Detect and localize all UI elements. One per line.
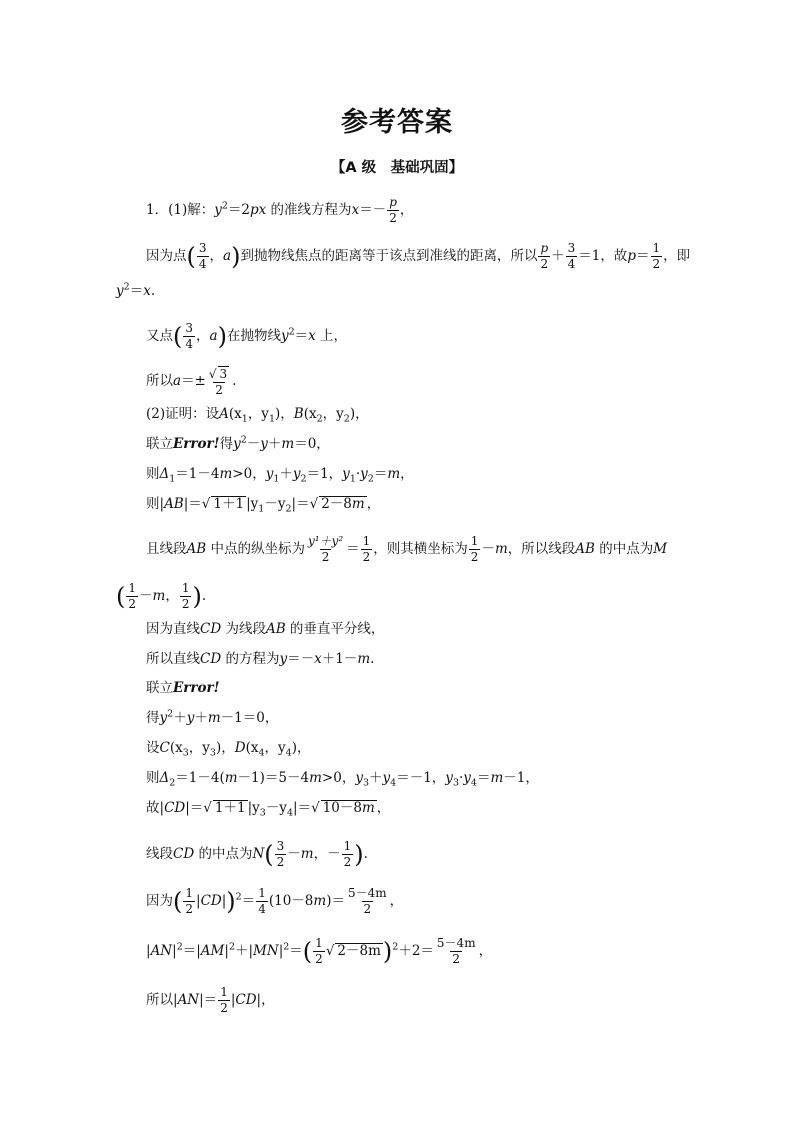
text: ＋1－ — [321, 651, 358, 667]
text: 的中点为 — [594, 541, 654, 557]
line-16 — [146, 740, 311, 759]
text: >0， — [232, 466, 266, 482]
text: 得 — [146, 710, 160, 726]
line-8 — [146, 466, 414, 485]
text: · — [458, 770, 464, 786]
line-18: 故|CD|＝√ 1＋1 $|y_3-y_4|=√$ 10－8m ， — [146, 800, 391, 819]
text: | — [221, 893, 227, 909]
fraction: $\frac{3}{4}$ — [185, 321, 194, 351]
text: ＝ — [373, 466, 388, 482]
text: (x — [303, 406, 317, 422]
text: )， — [349, 406, 369, 422]
text: >0， — [321, 770, 356, 786]
line-12 — [146, 621, 384, 637]
text: m — [152, 588, 166, 604]
text: ＋ — [279, 466, 293, 482]
fraction: $\frac{1}{2}$ — [315, 936, 323, 966]
text: D — [234, 740, 246, 756]
text: ，y — [247, 406, 269, 422]
text: ＝1－4 — [175, 466, 220, 482]
text: | — [224, 943, 229, 959]
text: 则| — [146, 496, 165, 512]
text: 2 — [176, 941, 183, 953]
text: AN — [150, 943, 173, 959]
text: (x — [228, 406, 242, 422]
text: |＝ — [291, 496, 310, 512]
line-4 — [146, 322, 347, 351]
text: x — [143, 283, 151, 299]
text: B — [293, 406, 304, 422]
text: 2 — [221, 200, 228, 212]
text: 1 — [169, 473, 176, 485]
fraction: $\frac{1}{2}$ — [362, 534, 371, 564]
text: ＝ — [346, 541, 360, 557]
line-21: $|AN|^2=|AM|^2+|MN|^2=$( $\frac{1}{2}$ √ 2－8m)$^2$＋2＝ $\frac{5-4m}{2}$ ， — [146, 936, 493, 966]
fraction: $\frac{√ 3}{2}$ — [208, 367, 228, 397]
text: 2 — [392, 941, 399, 953]
paren: ( — [264, 840, 274, 869]
text: 在抛物线 — [226, 328, 281, 344]
text: |y — [246, 496, 259, 512]
text: m — [224, 770, 238, 786]
text: |＝ — [185, 800, 204, 816]
text: y — [260, 436, 268, 452]
text: 的方程为 — [221, 651, 280, 667]
text: 上， — [315, 328, 348, 344]
text: y — [265, 466, 274, 482]
text: y — [116, 283, 124, 299]
text: 2 — [288, 326, 295, 338]
text: y — [355, 770, 363, 786]
text: (x — [169, 740, 183, 756]
text: 得 — [219, 436, 234, 452]
text: ＝ — [241, 893, 256, 909]
text: ＝2 — [227, 202, 250, 218]
fraction: $\frac{1}{2}$ — [185, 886, 194, 916]
line-13 — [146, 651, 374, 667]
text: －y — [264, 496, 286, 512]
text: 设 — [146, 740, 160, 756]
fraction: $\frac{1}{4}$ — [258, 886, 266, 916]
text: . — [232, 373, 237, 389]
text: ＝－ — [359, 202, 387, 218]
fraction: $\frac{1}{2}$ — [181, 581, 190, 611]
text: － — [287, 846, 301, 862]
text: 2 — [300, 473, 307, 485]
fraction: $\frac{1}{2}$ — [652, 241, 661, 271]
text: | — [278, 943, 284, 959]
text: 2 — [367, 473, 374, 485]
text: ，－ — [313, 846, 341, 862]
text: ＋| — [234, 943, 254, 959]
text: CD — [200, 651, 222, 667]
paren: ( — [302, 937, 313, 966]
fraction: $\frac{p}{2}$ — [389, 195, 397, 225]
text: ＝0， — [294, 436, 330, 452]
text: a — [209, 328, 218, 344]
text: ＝ — [476, 770, 491, 786]
text: 4 — [470, 777, 477, 789]
text: 1．(1)解： — [146, 202, 215, 218]
text: A — [219, 406, 229, 422]
text: )， — [291, 740, 311, 756]
paren: ( — [173, 322, 183, 351]
text: 所以直线 — [146, 651, 200, 667]
text: |＝ — [183, 496, 202, 512]
text: y — [445, 770, 453, 786]
line-5 — [146, 366, 236, 397]
paren: ) — [226, 887, 236, 916]
sqrt: 1＋1 — [213, 496, 245, 512]
text: 3 — [259, 807, 266, 819]
text: －1)＝5－4 — [237, 770, 310, 786]
text: 2 — [316, 413, 323, 425]
text: x — [351, 202, 360, 218]
text: ＋ — [551, 248, 565, 264]
text: 到抛物线焦点的距离等于该点到准线的距离，所以 — [240, 248, 538, 264]
text: CD — [200, 621, 222, 637]
text: ＋ — [194, 710, 208, 726]
text: AB — [186, 541, 207, 557]
text: ，y — [264, 740, 286, 756]
paren: ( — [186, 242, 196, 271]
text: ＝1， — [306, 466, 343, 482]
text: )， — [215, 740, 235, 756]
line-17 — [146, 770, 539, 789]
text: | — [196, 893, 201, 909]
text: 2 — [123, 281, 130, 293]
paren: ) — [217, 322, 227, 351]
text: x — [314, 651, 322, 667]
text: 所以 — [146, 373, 173, 389]
text: ， — [196, 328, 210, 344]
text: |＝ — [199, 992, 218, 1008]
fraction: $\frac{1}{2}$ — [343, 839, 352, 869]
text: 因为直线 — [146, 621, 200, 637]
text: m — [313, 893, 327, 909]
text: ＋ — [369, 770, 383, 786]
text: CD — [164, 800, 186, 816]
text: |＝ — [293, 800, 312, 816]
sqrt: 1＋1 — [214, 800, 246, 816]
fraction: $\frac{1}{2}$ — [470, 534, 479, 564]
text: 因为点 — [146, 248, 187, 264]
paren: ) — [354, 840, 364, 869]
line-15 — [146, 710, 278, 726]
text: ， — [389, 893, 404, 909]
text: 为线段 — [221, 621, 266, 637]
text: y — [279, 651, 288, 667]
text: px — [250, 202, 267, 218]
text: C — [159, 740, 170, 756]
line-1 — [146, 196, 413, 225]
text: (10－8 — [268, 893, 314, 909]
text: AB — [575, 541, 595, 557]
text: m — [357, 651, 371, 667]
line-6 — [146, 406, 369, 425]
text: m — [494, 541, 508, 557]
text: Δ — [159, 466, 170, 482]
text: | — [146, 943, 151, 959]
text: 3 — [362, 777, 370, 789]
text: 2 — [285, 503, 292, 515]
fraction: $\frac{5-4m}{2}$ — [436, 936, 476, 966]
text: 1 — [273, 473, 280, 485]
text: AB — [164, 496, 184, 512]
text: ＝ — [289, 943, 303, 959]
text: ＝ — [129, 283, 144, 299]
fraction: $\frac{\text{y¹＋y²}}{2}$ — [307, 534, 344, 564]
text: 联立 — [146, 680, 173, 696]
text: |， — [256, 992, 275, 1008]
text: 4 — [258, 747, 265, 759]
text: ， — [376, 800, 391, 816]
text: ＝－ — [287, 651, 315, 667]
error-text: Error! — [173, 680, 220, 696]
text: )＝ — [326, 893, 345, 909]
text: AB — [265, 621, 286, 637]
text: | — [230, 992, 236, 1008]
line-20 — [146, 887, 403, 916]
text: 则 — [146, 770, 160, 786]
text: y — [360, 466, 368, 482]
text: 1 — [241, 413, 248, 425]
page-title: 参考答案 — [341, 107, 453, 138]
text: 的垂直平分线， — [285, 621, 385, 637]
text: a — [223, 248, 232, 264]
text: 又点 — [146, 328, 173, 344]
text: ＝± — [181, 373, 206, 389]
text: 且线段 — [146, 541, 187, 557]
text: 线段 — [146, 846, 173, 862]
text: N — [252, 846, 265, 862]
line-11 — [116, 582, 206, 611]
text: 4 — [286, 807, 293, 819]
text: AM — [200, 943, 225, 959]
text: 2 — [169, 777, 176, 789]
text: 中点的纵坐标为 — [206, 541, 305, 557]
text: Δ — [159, 770, 170, 786]
text: 1 — [258, 503, 265, 515]
text: 1 — [268, 413, 275, 425]
text: MN — [253, 943, 279, 959]
section-heading: 【A 级 基础巩固】 — [330, 160, 464, 176]
text: x — [308, 328, 316, 344]
sqrt: 10－8m — [322, 800, 375, 816]
text: )， — [275, 406, 294, 422]
text: ， — [366, 496, 381, 512]
text: 2 — [283, 941, 290, 953]
text: 2 — [240, 434, 247, 446]
line-7 — [146, 436, 330, 452]
text: ， — [400, 466, 414, 482]
text: . — [201, 588, 207, 604]
text: m — [207, 710, 221, 726]
text: ＝1，故 — [578, 248, 628, 264]
paren: ) — [231, 242, 241, 271]
text: ＝ — [294, 328, 309, 344]
text: p — [627, 248, 637, 264]
text: 联立 — [146, 436, 173, 452]
text: ＋ — [173, 710, 187, 726]
line-10 — [146, 535, 667, 564]
text: y — [292, 466, 301, 482]
text: y — [233, 436, 241, 452]
text: CD — [200, 893, 222, 909]
text: ， — [165, 588, 179, 604]
error-text: Error! — [173, 436, 220, 452]
text: a — [173, 373, 182, 389]
text: 4 — [390, 777, 397, 789]
text: 所以| — [146, 992, 178, 1008]
text: 2 — [167, 708, 174, 720]
text: 3 — [182, 747, 189, 759]
text: ， — [399, 202, 414, 218]
text: －y — [265, 800, 287, 816]
text: ，所以线段 — [507, 541, 576, 557]
text: 则 — [146, 466, 160, 482]
text: 2 — [228, 941, 235, 953]
fraction: $\frac{3}{4}$ — [567, 241, 576, 271]
text: － — [246, 436, 261, 452]
text: CD — [235, 992, 257, 1008]
text: 3 — [452, 777, 459, 789]
text: m — [490, 770, 504, 786]
text: 3 — [209, 747, 216, 759]
text: －1， — [503, 770, 539, 786]
text: ， — [209, 248, 224, 264]
paren: ( — [173, 887, 183, 916]
paren: ( — [116, 582, 126, 611]
text: 2 — [235, 891, 242, 903]
text: ，y — [188, 740, 210, 756]
text: m — [309, 770, 322, 786]
text: ，y — [322, 406, 344, 422]
sqrt: 2－8m — [337, 943, 381, 959]
text: y — [159, 710, 168, 726]
text: 2 — [343, 413, 350, 425]
text: － — [139, 588, 153, 604]
text: y — [186, 710, 195, 726]
fraction: $\frac{3}{4}$ — [198, 241, 207, 271]
text: ＝| — [182, 943, 201, 959]
text: AN — [177, 992, 200, 1008]
fraction: $\frac{1}{2}$ — [128, 581, 137, 611]
text: . — [370, 651, 375, 667]
text: m — [281, 436, 295, 452]
text: y — [342, 466, 350, 482]
text: －1＝0， — [220, 710, 279, 726]
text: ，则其横坐标为 — [373, 541, 468, 557]
text: 1 — [349, 473, 356, 485]
line-3 — [116, 283, 155, 299]
sqrt: 2－8m — [321, 496, 365, 512]
text: 的准线方程为 — [266, 202, 352, 218]
text: ＋ — [267, 436, 282, 452]
text: (x — [245, 740, 259, 756]
text: ＝ — [636, 248, 650, 264]
line-19 — [146, 840, 368, 869]
text: ，即 — [663, 248, 691, 264]
text: . — [363, 846, 368, 862]
text: CD — [173, 846, 195, 862]
text: . — [150, 283, 156, 299]
text: |y — [247, 800, 260, 816]
line-22 — [146, 986, 275, 1015]
text: · — [355, 466, 361, 482]
text: y — [214, 202, 222, 218]
line-9: 则|AB|＝√ 1＋1 $|y_1-y_2|=√$ 2－8m ， — [146, 496, 381, 515]
text: 4 — [285, 747, 292, 759]
text: | — [172, 943, 177, 959]
text: 因为 — [146, 893, 173, 909]
text: (2)证明：设 — [146, 406, 220, 422]
text: m — [387, 466, 401, 482]
text: M — [653, 541, 668, 557]
text: y — [280, 328, 289, 344]
fraction: $\frac{1}{2}$ — [220, 985, 228, 1015]
paren: ) — [192, 582, 202, 611]
text: － — [481, 541, 495, 557]
text: 故| — [146, 800, 165, 816]
text: ， — [478, 943, 493, 959]
text: 的中点为 — [194, 846, 253, 862]
fraction: $\frac{3}{2}$ — [276, 839, 285, 869]
paren: ) — [382, 937, 393, 966]
line-14 — [146, 680, 220, 696]
fraction: $\frac{p}{2}$ — [540, 241, 549, 271]
text: ＝1－4( — [175, 770, 225, 786]
text: ＋2＝ — [398, 943, 434, 959]
text: y — [463, 770, 471, 786]
text: m — [300, 846, 314, 862]
line-2 — [146, 242, 690, 271]
text: m — [219, 466, 233, 482]
text: y — [382, 770, 391, 786]
text: ＝－1， — [396, 770, 446, 786]
fraction: $\frac{5-4m}{2}$ — [348, 886, 387, 916]
